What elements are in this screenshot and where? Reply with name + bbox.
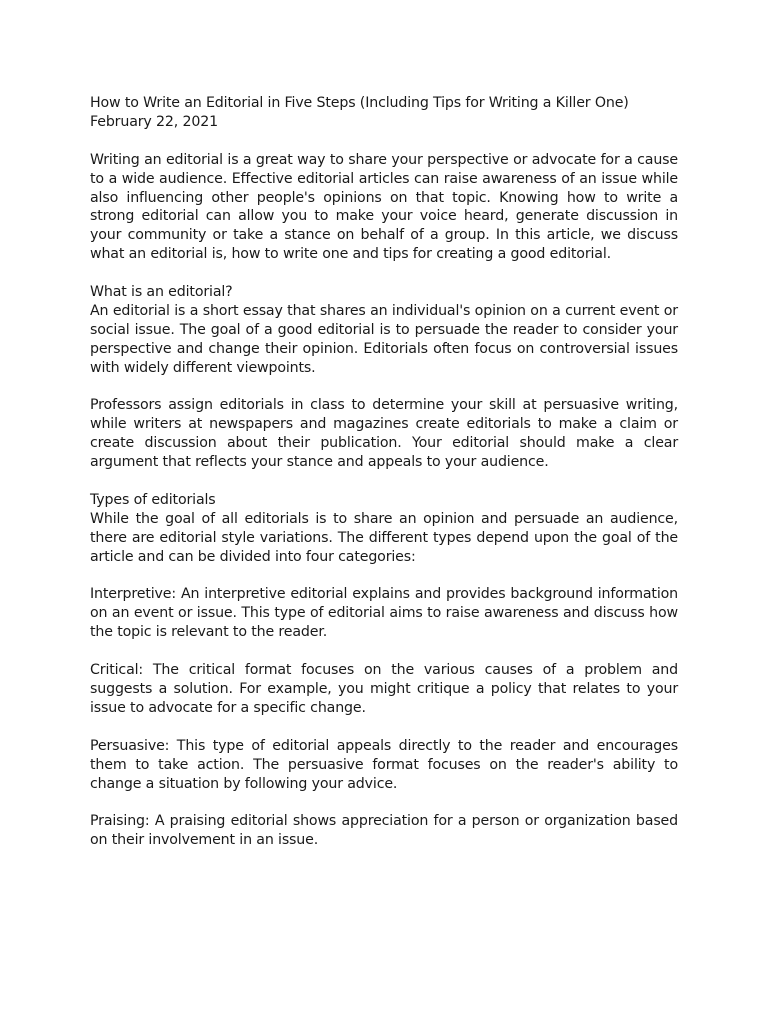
section-heading: What is an editorial? <box>90 284 233 301</box>
editorial-type-praising: Praising: A praising editorial shows appreciation for a person or organization based on their involvement in an issue. <box>90 813 678 849</box>
document-date: February 22, 2021 <box>90 113 219 130</box>
section-paragraph: Professors assign editorials in class to determine your skill at persuasive writing, while writers at newspapers and magazines create editorials to make a claim or create discussion about their publication. Your editorial should make a clear argument that reflects your stance and appeals to your audience. <box>90 397 678 471</box>
section-paragraph: An editorial is a short essay that shares an individual's opinion on a current event or social issue. The goal of a good editorial is to persuade the reader to consider your perspective and change their opinion. Editorials often focus on controversial issues with widely different viewpoints. <box>90 302 678 376</box>
document-page <box>90 94 678 869</box>
section-types-of-editorials <box>90 491 678 850</box>
section-paragraph: While the goal of all editorials is to share an opinion and persuade an audience, there are editorial style variations. The different types depend upon the goal of the article and can be divided into four categories: <box>90 510 678 565</box>
editorial-type-interpretive: Interpretive: An interpretive editorial explains and provides background information on an event or issue. This type of editorial aims to raise awareness and discuss how the topic is relevant to the reader. <box>90 586 678 641</box>
intro-paragraph: Writing an editorial is a great way to share your perspective or advocate for a cause to a wide audience. Effective editorial articles can raise awareness of an issue while also influencing other people's opinions on that topic. Knowing how to write a strong editorial can allow you to make your voice heard, generate discussion in your community or take a stance on behalf of a group. In this article, we discuss what an editorial is, how to write one and tips for creating a good editorial. <box>90 151 678 263</box>
document-title: How to Write an Editorial in Five Steps (Including Tips for Writing a Killer One) <box>90 95 629 111</box>
section-heading: Types of editorials <box>90 491 216 508</box>
document-header <box>90 94 678 132</box>
section-what-is-editorial <box>90 283 678 472</box>
editorial-type-critical: Critical: The critical format focuses on the various causes of a problem and suggests a solution. For example, you might critique a policy that relates to your issue to advocate for a specific change. <box>90 662 678 716</box>
editorial-type-persuasive: Persuasive: This type of editorial appeals directly to the reader and encourages them to take action. The persuasive format focuses on the reader's ability to change a situation by following your advice. <box>90 737 678 792</box>
